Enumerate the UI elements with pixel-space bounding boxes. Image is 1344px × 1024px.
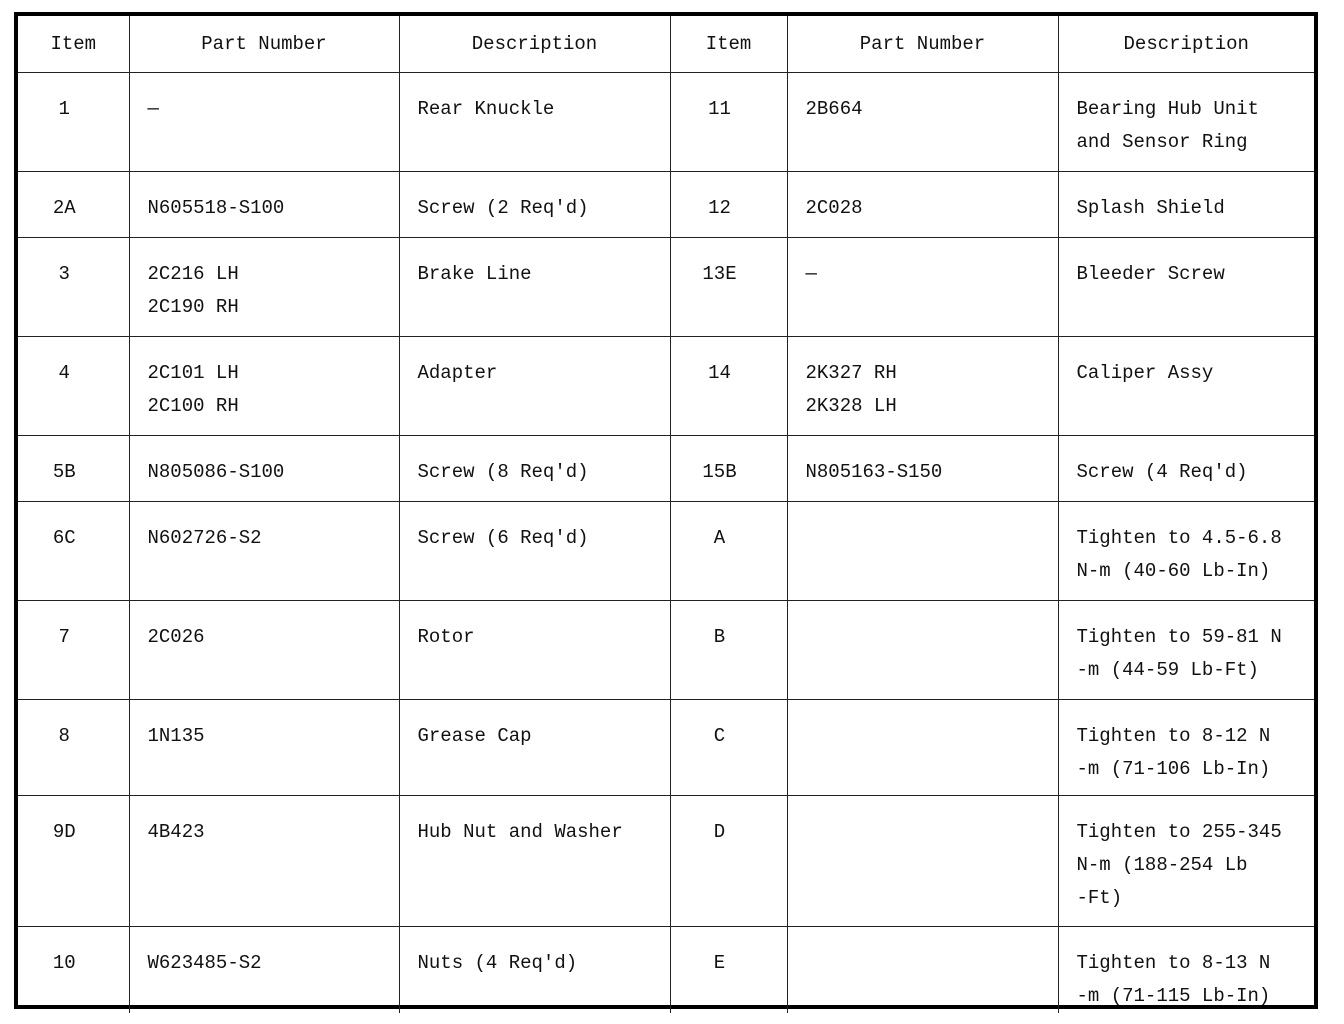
left-desc-text: Rotor: [417, 626, 475, 648]
left-item-text: 10: [52, 952, 76, 974]
cell-left-item: [18, 238, 129, 337]
cell-right-item: [670, 700, 787, 796]
cell-right-item: [670, 172, 787, 238]
cell-right-part: [787, 502, 1058, 601]
left-part-text: —: [147, 98, 159, 120]
table-row: [18, 172, 1314, 238]
cell-right-desc: [1058, 502, 1314, 601]
left-desc-text: Screw (8 Req'd): [417, 461, 589, 483]
cell-left-desc: [399, 172, 670, 238]
cell-left-desc: [399, 796, 670, 927]
right-item-text: A: [713, 527, 726, 549]
cell-right-part: [787, 436, 1058, 502]
right-desc-text: Tighten to 8-13 N -m (71-115 Lb-In): [1076, 952, 1271, 1007]
cell-right-desc: [1058, 172, 1314, 238]
right-desc-text: Bleeder Screw: [1076, 263, 1225, 285]
right-part-text: [788, 502, 1058, 522]
cell-left-part: [129, 238, 399, 337]
cell-left-item: [18, 172, 129, 238]
cell-right-desc: [1058, 73, 1314, 172]
left-part-text: 1N135: [147, 725, 205, 747]
left-part-text: 2C216 LH 2C190 RH: [147, 263, 239, 318]
cell-left-part: [129, 796, 399, 927]
cell-right-desc: [1058, 601, 1314, 700]
cell-left-part: [129, 502, 399, 601]
cell-left-desc: [399, 337, 670, 436]
cell-right-part: [787, 172, 1058, 238]
left-item-text: 8: [58, 725, 70, 747]
right-desc-text: Tighten to 59-81 N -m (44-59 Lb-Ft): [1076, 626, 1282, 681]
cell-right-item: [670, 73, 787, 172]
left-part-text: 2C026: [147, 626, 205, 648]
right-part-text: [788, 927, 1058, 947]
header-item: Item: [670, 16, 787, 73]
left-part-text: N602726-S2: [147, 527, 262, 549]
cell-left-desc: [399, 436, 670, 502]
right-desc-text: Screw (4 Req'd): [1076, 461, 1248, 483]
cell-left-item: [18, 73, 129, 172]
cell-right-desc: [1058, 337, 1314, 436]
cell-left-item: [18, 436, 129, 502]
cell-left-part: [129, 73, 399, 172]
parts-table: [18, 16, 1314, 1013]
table-row: [18, 73, 1314, 172]
left-item-text: 5B: [52, 461, 76, 483]
header-item: Item: [18, 16, 129, 73]
cell-right-desc: [1058, 700, 1314, 796]
right-part-text: [788, 601, 1058, 621]
left-item-text: 4: [58, 362, 70, 384]
table-row: [18, 796, 1314, 927]
left-part-text: 2C101 LH 2C100 RH: [147, 362, 239, 417]
left-item-text: 3: [58, 263, 70, 285]
table-row: [18, 238, 1314, 337]
cell-left-part: [129, 337, 399, 436]
cell-right-part: [787, 927, 1058, 1014]
left-desc-text: Nuts (4 Req'd): [417, 952, 578, 974]
right-desc-text: Splash Shield: [1076, 197, 1225, 219]
left-part-text: N605518-S100: [147, 197, 285, 219]
right-item-text: E: [713, 952, 726, 974]
left-part-text: 4B423: [147, 821, 205, 843]
cell-right-desc: [1058, 796, 1314, 927]
right-item-text: B: [713, 626, 726, 648]
cell-right-part: [787, 601, 1058, 700]
left-desc-text: Grease Cap: [417, 725, 532, 747]
right-item-text: 12: [708, 197, 731, 219]
table-row: [18, 502, 1314, 601]
left-desc-text: Screw (6 Req'd): [417, 527, 589, 549]
right-desc-text: Bearing Hub Unit and Sensor Ring: [1076, 98, 1271, 153]
cell-left-part: [129, 927, 399, 1014]
right-item-text: 14: [708, 362, 731, 384]
table-row: [18, 601, 1314, 700]
left-part-text: W623485-S2: [147, 952, 262, 974]
cell-right-part: [787, 73, 1058, 172]
right-desc-text: Tighten to 8-12 N -m (71-106 Lb-In): [1076, 725, 1271, 780]
cell-right-desc: [1058, 238, 1314, 337]
left-desc-text: Rear Knuckle: [417, 98, 555, 120]
cell-left-desc: [399, 238, 670, 337]
cell-left-item: [18, 502, 129, 601]
cell-left-item: [18, 700, 129, 796]
right-item-text: 15B: [702, 461, 737, 483]
right-item-text: D: [713, 821, 726, 843]
right-item-text: 11: [708, 98, 731, 120]
cell-left-item: [18, 927, 129, 1014]
cell-left-item: [18, 601, 129, 700]
cell-left-desc: [399, 73, 670, 172]
cell-right-part: [787, 796, 1058, 927]
cell-right-desc: [1058, 927, 1314, 1014]
left-desc-text: Screw (2 Req'd): [417, 197, 589, 219]
right-desc-text: Tighten to 255-345 N-m (188-254 Lb -Ft): [1076, 821, 1282, 909]
cell-left-item: [18, 796, 129, 927]
left-item-text: 7: [58, 626, 70, 648]
table-row: [18, 436, 1314, 502]
header-description: Description: [399, 16, 670, 73]
cell-right-item: [670, 601, 787, 700]
cell-left-desc: [399, 927, 670, 1014]
cell-left-desc: [399, 700, 670, 796]
cell-right-item: [670, 337, 787, 436]
cell-right-desc: [1058, 436, 1314, 502]
left-part-text: N805086-S100: [147, 461, 285, 483]
cell-right-item: [670, 238, 787, 337]
right-desc-text: Caliper Assy: [1076, 362, 1214, 384]
left-item-text: 2A: [52, 197, 76, 219]
cell-right-item: [670, 796, 787, 927]
header-row: [18, 16, 1314, 73]
right-part-text: 2C028: [805, 197, 863, 219]
cell-left-part: [129, 601, 399, 700]
left-item-text: 1: [58, 98, 70, 120]
cell-left-item: [18, 337, 129, 436]
cell-right-item: [670, 502, 787, 601]
right-part-text: [788, 700, 1058, 720]
header-part-number: Part Number: [129, 16, 399, 73]
cell-left-part: [129, 172, 399, 238]
cell-right-item: [670, 927, 787, 1014]
header-part-number: Part Number: [787, 16, 1058, 73]
right-part-text: [788, 796, 1058, 816]
table-row: [18, 927, 1314, 1014]
left-desc-text: Brake Line: [417, 263, 532, 285]
left-item-text: 6C: [52, 527, 76, 549]
parts-table-sheet: [14, 12, 1318, 1009]
right-item-text: C: [713, 725, 726, 747]
right-part-text: —: [805, 263, 817, 285]
cell-right-item: [670, 436, 787, 502]
right-part-text: 2K327 RH 2K328 LH: [805, 362, 897, 417]
cell-left-part: [129, 700, 399, 796]
table-row: [18, 700, 1314, 796]
right-part-text: N805163-S150: [805, 461, 943, 483]
cell-left-desc: [399, 601, 670, 700]
cell-right-part: [787, 337, 1058, 436]
left-item-text: 9D: [52, 821, 76, 843]
cell-right-part: [787, 700, 1058, 796]
right-desc-text: Tighten to 4.5-6.8 N-m (40-60 Lb-In): [1076, 527, 1282, 582]
table-row: [18, 337, 1314, 436]
left-desc-text: Adapter: [417, 362, 498, 384]
cell-right-part: [787, 238, 1058, 337]
cell-left-desc: [399, 502, 670, 601]
right-item-text: 13E: [702, 263, 737, 285]
cell-left-part: [129, 436, 399, 502]
header-description: Description: [1058, 16, 1314, 73]
left-desc-text: Hub Nut and Washer: [417, 821, 623, 843]
right-part-text: 2B664: [805, 98, 863, 120]
